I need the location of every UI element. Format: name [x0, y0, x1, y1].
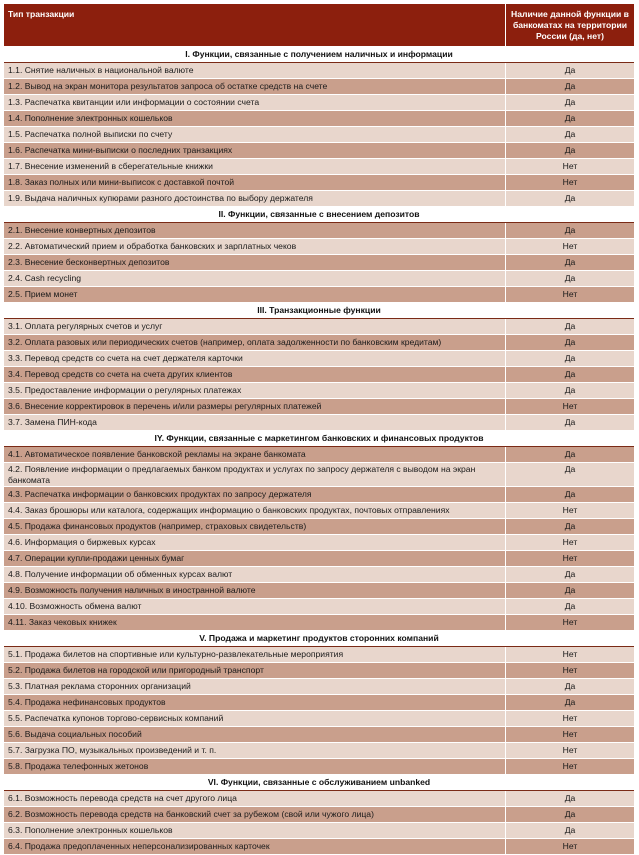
transaction-name: 4.9. Возможность получения наличных в иностранной валюте	[8, 585, 256, 595]
availability-value: Нет	[505, 399, 634, 414]
section-title: IY. Функции, связанные с маркетингом банковских и финансовых продуктов	[4, 431, 634, 447]
table-row	[4, 759, 634, 775]
availability-value: Да	[505, 679, 634, 694]
transaction-name: 2.1. Внесение конвертных депозитов	[8, 225, 156, 235]
table-row	[4, 191, 634, 207]
table-row	[4, 823, 634, 839]
transaction-name: 4.10. Возможность обмена валют	[8, 601, 142, 611]
section-title: III. Транзакционные функции	[4, 303, 634, 319]
availability-value: Нет	[505, 711, 634, 726]
transaction-name: 4.11. Заказ чековых книжек	[8, 617, 117, 627]
table-row	[4, 319, 634, 335]
transaction-name: 2.2. Автоматический прием и обработка банковских и зарплатных чеков	[8, 241, 297, 251]
transaction-name: 6.4. Продажа предоплаченных неперсонализированных карточек	[8, 841, 270, 851]
transaction-name: 5.4. Продажа нефинансовых продуктов	[8, 697, 166, 707]
table-row	[4, 447, 634, 463]
transaction-name: 1.6. Распечатка мини-выписки о последних транзакциях	[8, 145, 233, 155]
availability-value: Да	[505, 255, 634, 270]
table-row	[4, 415, 634, 431]
transaction-name: 1.1. Снятие наличных в национальной валюте	[8, 65, 194, 75]
section-title: V. Продажа и маркетинг продуктов сторонних компаний	[4, 631, 634, 647]
table-row	[4, 159, 634, 175]
table-header	[4, 4, 634, 47]
transaction-name: 5.2. Продажа билетов на городской или пригородный транспорт	[8, 665, 264, 675]
transaction-name: 4.1. Автоматическое появление банковской рекламы на экране банкомата	[8, 449, 306, 459]
availability-value: Да	[505, 111, 634, 126]
table-row	[4, 599, 634, 615]
section-title: I. Функции, связанные с получением наличных и информации	[4, 47, 634, 63]
availability-value: Да	[505, 63, 634, 78]
transaction-name: 1.3. Распечатка квитанции или информации о состоянии счета	[8, 97, 260, 107]
table-row	[4, 503, 634, 519]
availability-value: Да	[505, 367, 634, 382]
transaction-name: 5.5. Распечатка купонов торгово-сервисных компаний	[8, 713, 224, 723]
transaction-name: 5.8. Продажа телефонных жетонов	[8, 761, 149, 771]
availability-value: Да	[505, 567, 634, 582]
header-availability: Наличие данной функции в банкоматах на территории России (да, нет)	[505, 4, 634, 46]
table-row	[4, 63, 634, 79]
transaction-name: 3.3. Перевод средств со счета на счет держателя карточки	[8, 353, 243, 363]
transaction-name: 4.2. Появление информации о предлагаемых банком продуктах и услугах по запросу держателя с выводом на экран банкомата	[8, 464, 476, 485]
table-row	[4, 807, 634, 823]
availability-value: Нет	[505, 551, 634, 566]
transaction-name: 4.5. Продажа финансовых продуктов (например, страховых свидетельств)	[8, 521, 307, 531]
availability-value: Нет	[505, 535, 634, 550]
availability-value: Да	[505, 415, 634, 430]
table-row	[4, 519, 634, 535]
transaction-name: 6.2. Возможность перевода средств на банковский счет за рубежом (свой или чужого лица)	[8, 809, 374, 819]
table-row	[4, 271, 634, 287]
table-row	[4, 535, 634, 551]
transaction-name: 5.1. Продажа билетов на спортивные или культурно-развлекательные мероприятия	[8, 649, 344, 659]
transaction-name: 6.3. Пополнение электронных кошельков	[8, 825, 173, 835]
availability-value: Да	[505, 223, 634, 238]
availability-value: Да	[505, 695, 634, 710]
table-row	[4, 487, 634, 503]
table-row	[4, 287, 634, 303]
availability-value: Да	[505, 791, 634, 806]
transaction-name: 4.6. Информация о биржевых курсах	[8, 537, 156, 547]
availability-value: Да	[505, 383, 634, 398]
table-row	[4, 79, 634, 95]
table-row	[4, 335, 634, 351]
table-row	[4, 383, 634, 399]
table-row	[4, 551, 634, 567]
table-row	[4, 143, 634, 159]
transaction-name: 3.4. Перевод средств со счета на счета других клиентов	[8, 369, 233, 379]
table-row	[4, 791, 634, 807]
transaction-name: 3.1. Оплата регулярных счетов и услуг	[8, 321, 163, 331]
table-row	[4, 663, 634, 679]
table-row	[4, 743, 634, 759]
table-row	[4, 239, 634, 255]
table-row	[4, 175, 634, 191]
transaction-name: 1.2. Вывод на экран монитора результатов запроса об остатке средств на счете	[8, 81, 328, 91]
transaction-name: 5.6. Выдача социальных пособий	[8, 729, 142, 739]
table-row	[4, 647, 634, 663]
table-row	[4, 255, 634, 271]
availability-value: Да	[505, 823, 634, 838]
availability-value: Да	[505, 519, 634, 534]
availability-value: Да	[505, 583, 634, 598]
transaction-name: 1.8. Заказ полных или мини-выписок с доставкой почтой	[8, 177, 235, 187]
availability-value: Да	[505, 95, 634, 110]
availability-value: Нет	[505, 839, 634, 854]
table-row	[4, 223, 634, 239]
availability-value: Нет	[505, 159, 634, 174]
section-title: II. Функции, связанные с внесением депозитов	[4, 207, 634, 223]
availability-value: Нет	[505, 743, 634, 758]
transaction-name: 2.5. Прием монет	[8, 289, 78, 299]
availability-value: Да	[505, 191, 634, 206]
transaction-name: 3.7. Замена ПИН-кода	[8, 417, 97, 427]
availability-value: Да	[505, 807, 634, 822]
transaction-name: 5.7. Загрузка ПО, музыкальных произведений и т. п.	[8, 745, 217, 755]
availability-value: Нет	[505, 727, 634, 742]
availability-value: Да	[505, 335, 634, 350]
availability-value: Да	[505, 351, 634, 366]
transaction-name: 6.1. Возможность перевода средств на счет другого лица	[8, 793, 237, 803]
transaction-name: 2.3. Внесение бесконвертных депозитов	[8, 257, 170, 267]
transaction-name: 1.4. Пополнение электронных кошельков	[8, 113, 173, 123]
availability-value: Да	[505, 319, 634, 334]
availability-value: Нет	[505, 663, 634, 678]
transactions-table	[4, 4, 634, 855]
table-row	[4, 111, 634, 127]
availability-value: Да	[505, 463, 634, 486]
table-row	[4, 367, 634, 383]
transaction-name: 4.8. Получение информации об обменных курсах валют	[8, 569, 233, 579]
table-row	[4, 127, 634, 143]
availability-value: Нет	[505, 615, 634, 630]
transaction-name: 1.5. Распечатка полной выписки по счету	[8, 129, 173, 139]
transaction-name: 2.4. Cash recycling	[8, 273, 82, 283]
table-row	[4, 351, 634, 367]
table-row	[4, 95, 634, 111]
table-row	[4, 711, 634, 727]
table-row	[4, 727, 634, 743]
transaction-name: 5.3. Платная реклама сторонних организаций	[8, 681, 191, 691]
transaction-name: 4.3. Распечатка информации о банковских продуктах по запросу держателя	[8, 489, 312, 499]
table-row	[4, 615, 634, 631]
transaction-name: 1.9. Выдача наличных купюрами разного достоинства по выбору держателя	[8, 193, 313, 203]
availability-value: Да	[505, 447, 634, 462]
transaction-name: 3.5. Предоставление информации о регулярных платежах	[8, 385, 242, 395]
transaction-name: 4.7. Операции купли-продажи ценных бумаг	[8, 553, 185, 563]
transaction-name: 3.6. Внесение корректировок в перечень и/или размеры регулярных платежей	[8, 401, 322, 411]
table-row	[4, 463, 634, 487]
section-title: VI. Функции, связанные с обслуживанием unbanked	[4, 775, 634, 791]
transaction-name: 1.7. Внесение изменений в сберегательные книжки	[8, 161, 213, 171]
availability-value: Да	[505, 487, 634, 502]
availability-value: Нет	[505, 503, 634, 518]
availability-value: Да	[505, 143, 634, 158]
availability-value: Нет	[505, 239, 634, 254]
table-row	[4, 695, 634, 711]
header-transaction-type: Тип транзакции	[8, 9, 75, 19]
availability-value: Да	[505, 127, 634, 142]
availability-value: Да	[505, 271, 634, 286]
availability-value: Нет	[505, 647, 634, 662]
table-row	[4, 839, 634, 855]
availability-value: Нет	[505, 759, 634, 774]
availability-value: Нет	[505, 175, 634, 190]
availability-value: Да	[505, 599, 634, 614]
transaction-name: 4.4. Заказ брошюры или каталога, содержащих информацию о банковских продуктах, почтовых отправлениях	[8, 505, 450, 515]
table-row	[4, 399, 634, 415]
availability-value: Да	[505, 79, 634, 94]
table-row	[4, 583, 634, 599]
table-body	[4, 47, 634, 855]
table-row	[4, 679, 634, 695]
table-row	[4, 567, 634, 583]
transaction-name: 3.2. Оплата разовых или периодических счетов (например, оплата задолженности по банковским кредитам)	[8, 337, 442, 347]
availability-value: Нет	[505, 287, 634, 302]
